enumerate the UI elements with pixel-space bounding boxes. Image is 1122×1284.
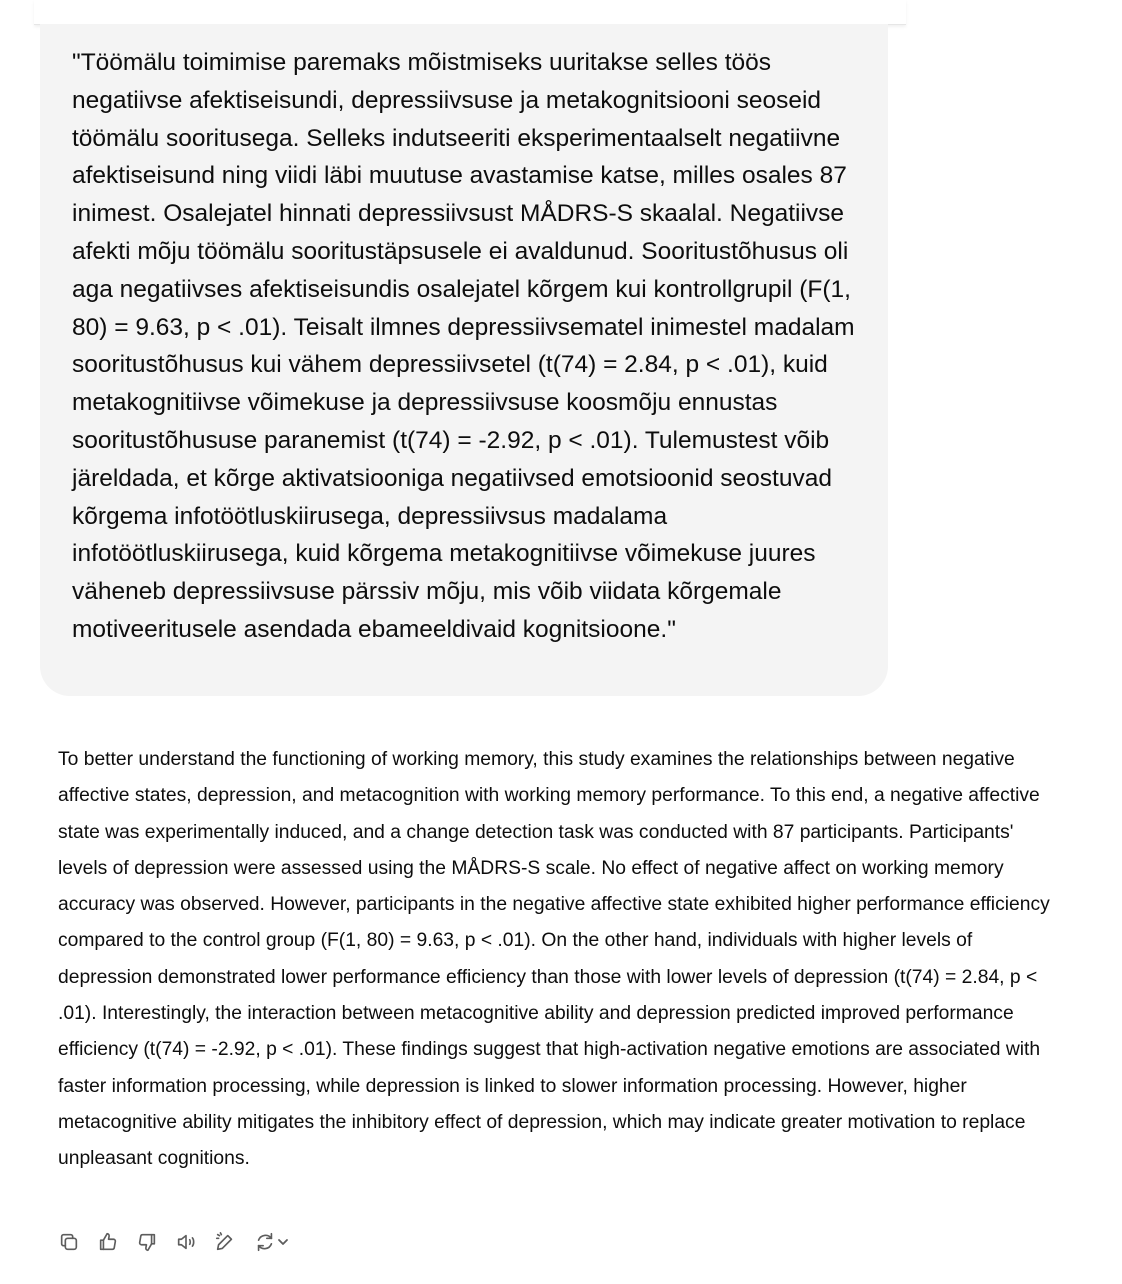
user-message-bubble [40,24,888,696]
assistant-message [58,742,1058,1178]
good-response-button[interactable] [95,1229,121,1255]
thumbs-up-icon [97,1231,119,1253]
bad-response-button[interactable] [134,1229,160,1255]
chevron-down-icon [277,1236,289,1248]
top-edge [34,0,906,25]
regenerate-button[interactable] [251,1229,291,1255]
read-aloud-button[interactable] [173,1229,199,1255]
message-actions-bar [56,1228,304,1256]
user-message-text: "Töömälu toimimise paremaks mõistmiseks uuritakse selles töös negatiivse afektiseisundi, depressiivsuse ja metakognitsiooni seoseid töömälu sooritusega. Selleks indutseeriti eksperimentaalselt negatiivne afektiseisund ning viidi läbi muutuse avastamise katse, milles osales 87 inimest. Osalejatel hinnati depressiivsust MÅDRS-S skaalal. Negatiivse afekti mõju töömälu sooritustäpsusele ei avaldunud. Sooritustõhusus oli aga negatiivses afektiseisundis osalejatel kõrgem kui kontrollgrupil (F(1, 80) = 9.63, p < .01). Teisalt ilmnes depressiivsematel inimestel madalam sooritustõhusus kui vähem depressiivsetel (t(74) = 2.84, p < .01), kuid metakognitiivse võimekuse ja depressiivsuse koosmõju ennustas sooritustõhususe paranemist (t(74) = -2.92, p < .01). Tulemustest võib järeldada, et kõrge aktivatsiooniga negatiivsed emotsioonid seostuvad kõrgema infotöötluskiirusega, depressiivsus madalama infotöötluskiirusega, kuid kõrgema metakognitiivse võimekuse juures väheneb depressiivsuse pärssiv mõju, mis võib viidata kõrgemale motiveeritusele asendada ebameeldivaid kognitsioone." [72,49,862,643]
copy-icon [58,1231,80,1253]
copy-button[interactable] [56,1229,82,1255]
regenerate-icon [254,1231,276,1253]
edit-canvas-icon [214,1231,236,1253]
thumbs-down-icon [136,1231,158,1253]
edit-in-canvas-button[interactable] [212,1229,238,1255]
read-aloud-icon [175,1231,197,1253]
assistant-message-text: To better understand the functioning of working memory, this study examines the relationships between negative affective states, depression, and metacognition with working memory performance. To this end, a negative affective state was experimentally induced, and a change detection task was conducted with 87 participants. Participants' levels of depression were assessed using the MÅDRS-S scale. No effect of negative affect on working memory accuracy was observed. However, participants in the negative affective state exhibited higher performance efficiency compared to the control group (F(1, 80) = 9.63, p < .01). On the other hand, individuals with higher levels of depression demonstrated lower performance efficiency than those with lower levels of depression (t(74) = 2.84, p < .01). Interestingly, the interaction between metacognitive ability and depression predicted improved performance efficiency (t(74) = -2.92, p < .01). These findings suggest that high-activation negative emotions are associated with faster information processing, while depression is linked to slower information processing. However, higher metacognitive ability mitigates the inhibitory effect of depression, which may indicate greater motivation to replace unpleasant cognitions. [58,749,1050,1170]
